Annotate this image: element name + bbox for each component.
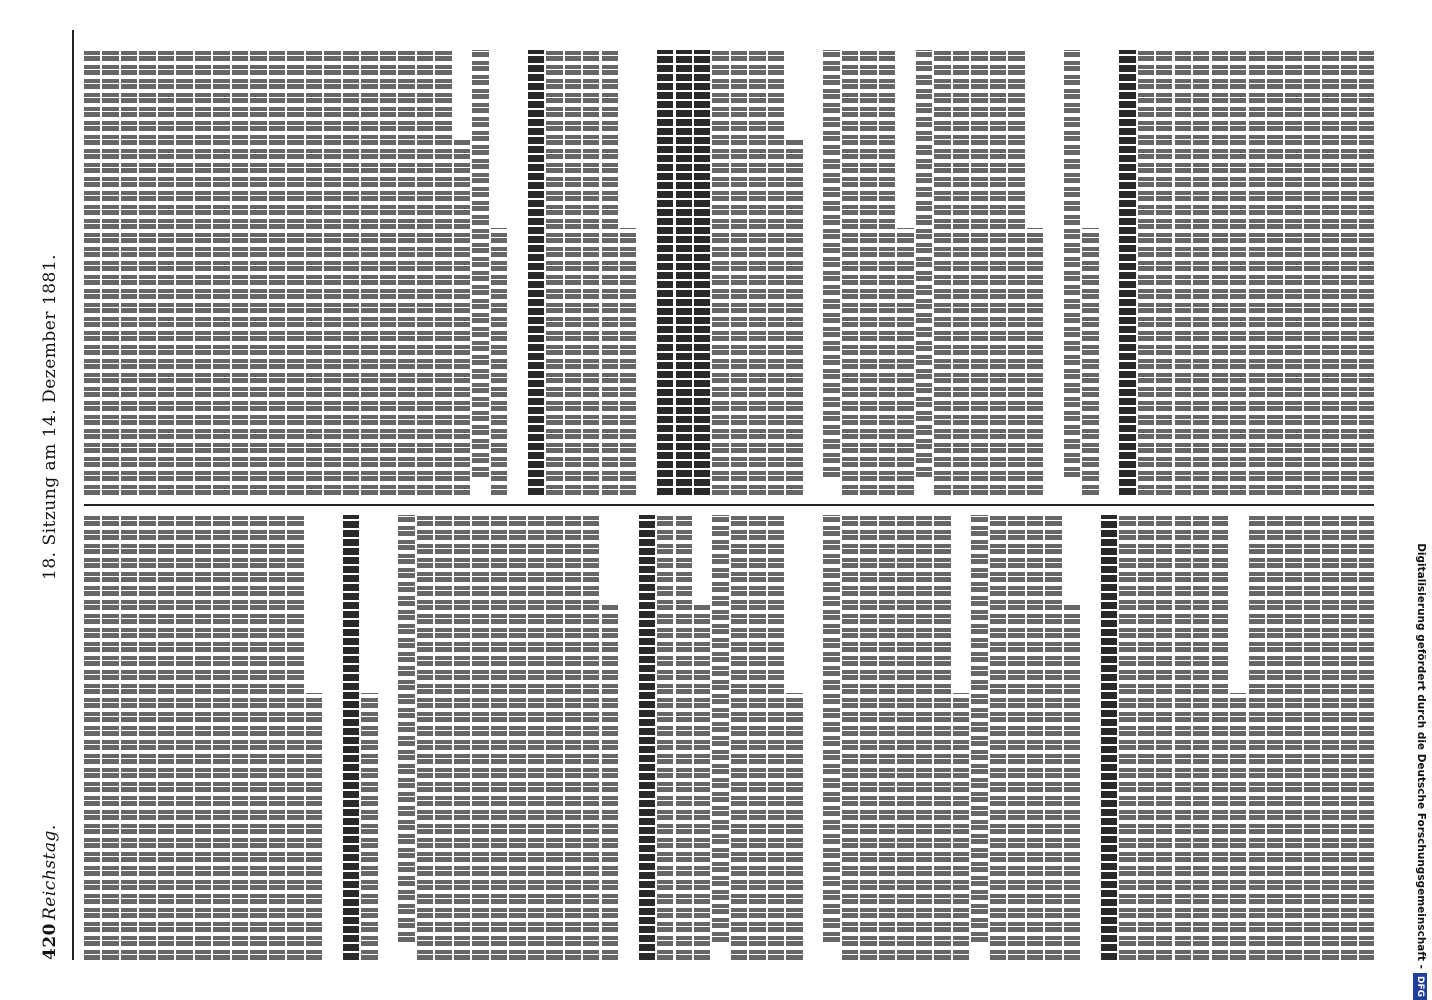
text-line [971, 515, 987, 942]
text-line [565, 515, 581, 960]
text-line [84, 515, 100, 960]
text-line [1027, 228, 1043, 495]
text-line [435, 515, 451, 960]
text-line [1285, 515, 1301, 960]
text-line [361, 50, 377, 495]
text-line [620, 228, 636, 495]
text-line [1156, 50, 1172, 495]
text-line [380, 50, 396, 495]
dfg-logo: DFG [1413, 973, 1427, 1000]
text-line [786, 693, 802, 960]
text-line [102, 515, 118, 960]
text-line [805, 515, 821, 960]
text-line [1322, 515, 1338, 960]
text-line [1322, 50, 1338, 495]
text-line [694, 604, 710, 960]
text-line [546, 50, 562, 495]
text-line [1304, 515, 1320, 960]
digitization-note-text: Digitalisierung gefördert durch die Deutsche Forschungsgemeinschaft - [1415, 543, 1427, 969]
text-line [1304, 50, 1320, 495]
text-line [1064, 50, 1080, 477]
text-line [712, 50, 728, 495]
text-line [1082, 228, 1098, 495]
text-line [139, 50, 155, 495]
text-line [749, 515, 765, 960]
text-line [472, 50, 488, 477]
text-line [417, 50, 433, 495]
text-line [380, 515, 396, 960]
text-line [805, 50, 821, 495]
text-line [842, 515, 858, 960]
text-line [879, 50, 895, 495]
text-line [860, 515, 876, 960]
text-line [528, 50, 544, 495]
text-line [343, 50, 359, 495]
text-line [657, 50, 673, 495]
text-line [639, 515, 655, 960]
text-line [1045, 50, 1061, 495]
text-line [287, 515, 303, 960]
text-line [620, 515, 636, 960]
text-line [250, 50, 266, 495]
text-line [232, 515, 248, 960]
text-line [786, 139, 802, 495]
text-line [306, 50, 322, 495]
text-line [1193, 515, 1209, 960]
text-line [860, 50, 876, 495]
text-line [676, 50, 692, 495]
text-line [343, 515, 359, 960]
text-line [1101, 515, 1117, 960]
text-line [1045, 515, 1061, 960]
text-line [472, 515, 488, 960]
header-rule [72, 30, 74, 960]
text-line [1082, 515, 1098, 960]
column-divider [84, 504, 1374, 506]
text-line [1138, 50, 1154, 495]
text-line [676, 515, 692, 960]
text-line [565, 50, 581, 495]
text-line [934, 50, 950, 495]
text-line [139, 515, 155, 960]
text-line [712, 515, 728, 942]
text-column-right [84, 50, 1374, 495]
text-line [1212, 515, 1228, 960]
text-line [102, 50, 118, 495]
text-line [731, 515, 747, 960]
text-line [749, 50, 765, 495]
text-line [842, 50, 858, 495]
text-line [916, 50, 932, 477]
text-line [509, 515, 525, 960]
text-line [934, 515, 950, 960]
header-publication: Reichstag. [40, 824, 60, 920]
text-line [454, 515, 470, 960]
text-line [324, 515, 340, 960]
text-line [232, 50, 248, 495]
text-line [1064, 604, 1080, 960]
text-line [176, 515, 192, 960]
text-line [879, 515, 895, 960]
text-line [1008, 50, 1024, 495]
text-line [1230, 50, 1246, 495]
text-line [417, 515, 433, 960]
page-number: 420 [40, 923, 60, 960]
text-line [583, 50, 599, 495]
page-header [40, 30, 66, 960]
text-line [269, 50, 285, 495]
text-line [657, 515, 673, 960]
text-line [990, 515, 1006, 960]
text-line [1027, 515, 1043, 960]
text-line [897, 228, 913, 495]
text-line [823, 50, 839, 477]
text-line [768, 50, 784, 495]
text-line [971, 50, 987, 495]
text-line [1138, 515, 1154, 960]
text-line [491, 228, 507, 495]
text-line [990, 50, 1006, 495]
text-line [250, 515, 266, 960]
text-line [1359, 50, 1374, 495]
text-line [287, 50, 303, 495]
text-line [602, 604, 618, 960]
text-column-left [84, 515, 1374, 960]
text-line [528, 515, 544, 960]
text-line [213, 515, 229, 960]
text-line [1175, 515, 1191, 960]
text-line [916, 515, 932, 960]
text-line [435, 50, 451, 495]
text-line [1267, 515, 1283, 960]
text-line [1175, 50, 1191, 495]
text-line [953, 693, 969, 960]
text-line [1341, 515, 1357, 960]
header-session-date: 18. Sitzung am 14. Dezember 1881. [40, 253, 60, 580]
text-line [324, 50, 340, 495]
text-line [897, 515, 913, 960]
text-line [1359, 515, 1374, 960]
text-line [1285, 50, 1301, 495]
digitization-note [1412, 0, 1430, 1000]
text-line [1212, 50, 1228, 495]
text-line [84, 50, 100, 495]
text-line [602, 50, 618, 495]
text-line [1249, 515, 1265, 960]
text-line [1156, 515, 1172, 960]
text-line [361, 693, 377, 960]
text-line [213, 50, 229, 495]
text-line [398, 515, 414, 942]
text-line [176, 50, 192, 495]
text-line [269, 515, 285, 960]
text-line [583, 515, 599, 960]
text-line [768, 515, 784, 960]
text-line [195, 50, 211, 495]
text-line [1341, 50, 1357, 495]
text-line [1230, 693, 1246, 960]
text-line [491, 515, 507, 960]
text-line [1193, 50, 1209, 495]
text-line [121, 50, 137, 495]
text-line [823, 515, 839, 942]
text-line [509, 50, 525, 495]
text-line [1101, 50, 1117, 495]
text-line [1119, 515, 1135, 960]
text-line [1267, 50, 1283, 495]
text-line [454, 139, 470, 495]
text-line [1119, 50, 1135, 495]
text-line [731, 50, 747, 495]
text-line [953, 50, 969, 495]
text-line [158, 515, 174, 960]
text-line [1008, 515, 1024, 960]
text-line [546, 515, 562, 960]
text-line [1249, 50, 1265, 495]
text-line [121, 515, 137, 960]
text-line [306, 693, 322, 960]
text-line [398, 50, 414, 495]
text-line [195, 515, 211, 960]
text-line [694, 50, 710, 495]
text-line [158, 50, 174, 495]
text-line [639, 50, 655, 495]
